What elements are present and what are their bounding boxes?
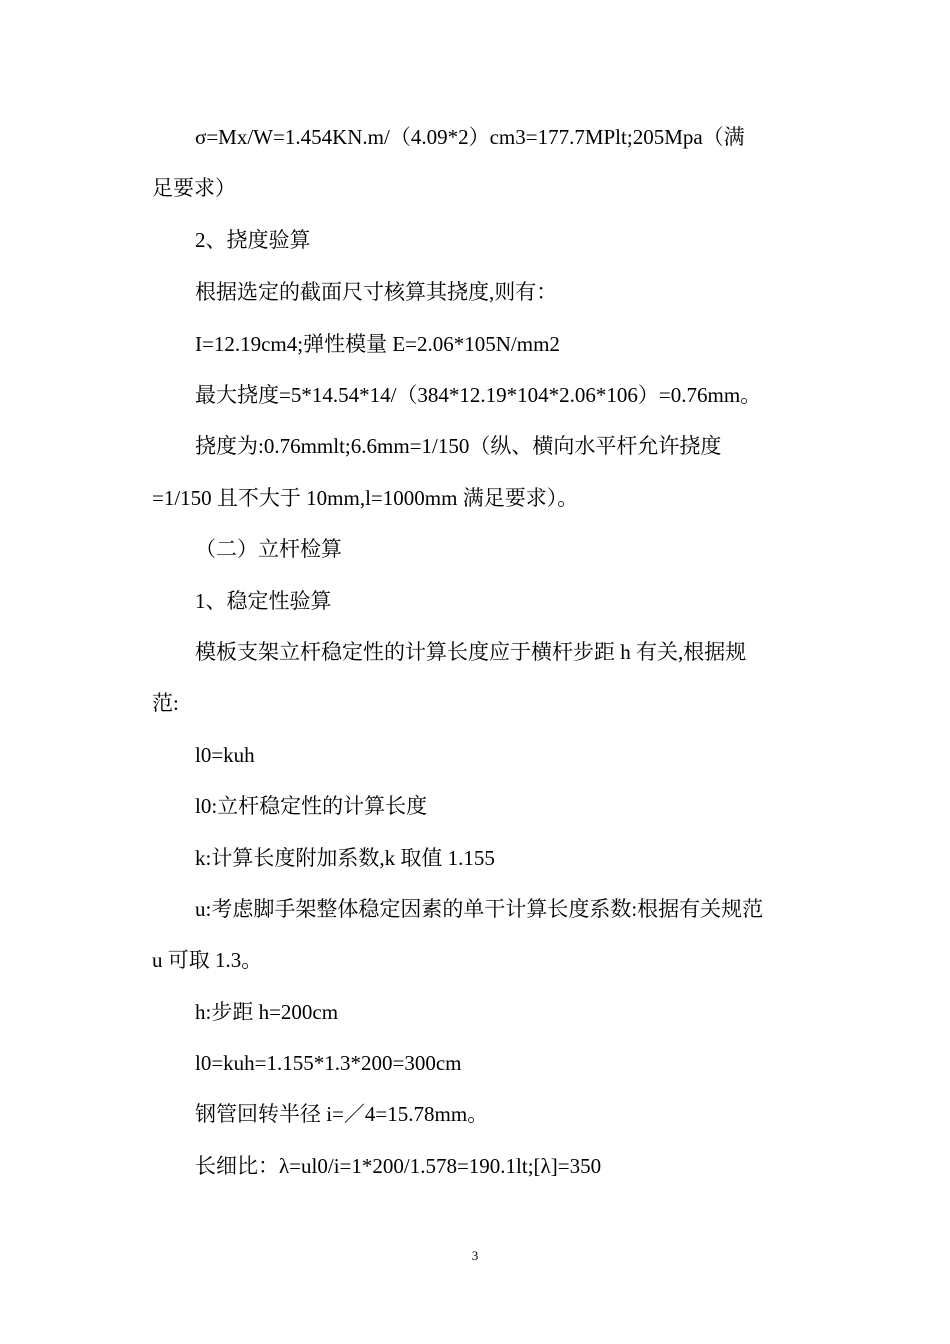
text-line: 足要求） bbox=[152, 176, 236, 200]
section-heading: 1、稳定性验算 bbox=[195, 589, 332, 613]
text-line: 最大挠度=5*14.54*14/（384*12.19*104*2.06*106）=0.76mm。 bbox=[195, 383, 762, 407]
text-line: σ=Mx/W=1.454KN.m/（4.09*2）cm3=177.7MPlt;205Mpa（满 bbox=[195, 125, 745, 149]
page-number: 3 bbox=[471, 1248, 479, 1263]
text-line: 挠度为:0.76mmlt;6.6mm=1/150（纵、横向水平杆允许挠度 bbox=[195, 434, 722, 458]
text-line: 钢管回转半径 i=／4=15.78mm。 bbox=[195, 1102, 489, 1126]
text-line: u 可取 1.3。 bbox=[152, 948, 263, 972]
formula-line: 长细比：λ=ul0/i=1*200/1.578=190.1lt;[λ]=350 bbox=[195, 1154, 602, 1178]
formula-line: l0=kuh bbox=[195, 743, 255, 767]
formula-line: l0=kuh=1.155*1.3*200=300cm bbox=[195, 1051, 462, 1075]
text-line: =1/150 且不大于 10mm,l=1000mm 满足要求）。 bbox=[152, 486, 579, 510]
text-line: k:计算长度附加系数,k 取值 1.155 bbox=[195, 846, 495, 870]
text-line: l0:立杆稳定性的计算长度 bbox=[195, 794, 428, 818]
text-line: 模板支架立杆稳定性的计算长度应于横杆步距 h 有关,根据规 bbox=[195, 640, 747, 664]
text-line: 范: bbox=[152, 691, 179, 715]
text-line: h:步距 h=200cm bbox=[195, 1000, 339, 1024]
text-line: I=12.19cm4;弹性模量 E=2.06*105N/mm2 bbox=[195, 332, 560, 356]
text-line: u:考虑脚手架整体稳定因素的单干计算长度系数:根据有关规范 bbox=[195, 897, 764, 921]
section-heading: （二）立杆检算 bbox=[195, 537, 342, 561]
section-heading: 2、挠度验算 bbox=[195, 228, 311, 252]
text-line: 根据选定的截面尺寸核算其挠度,则有： bbox=[195, 280, 558, 304]
